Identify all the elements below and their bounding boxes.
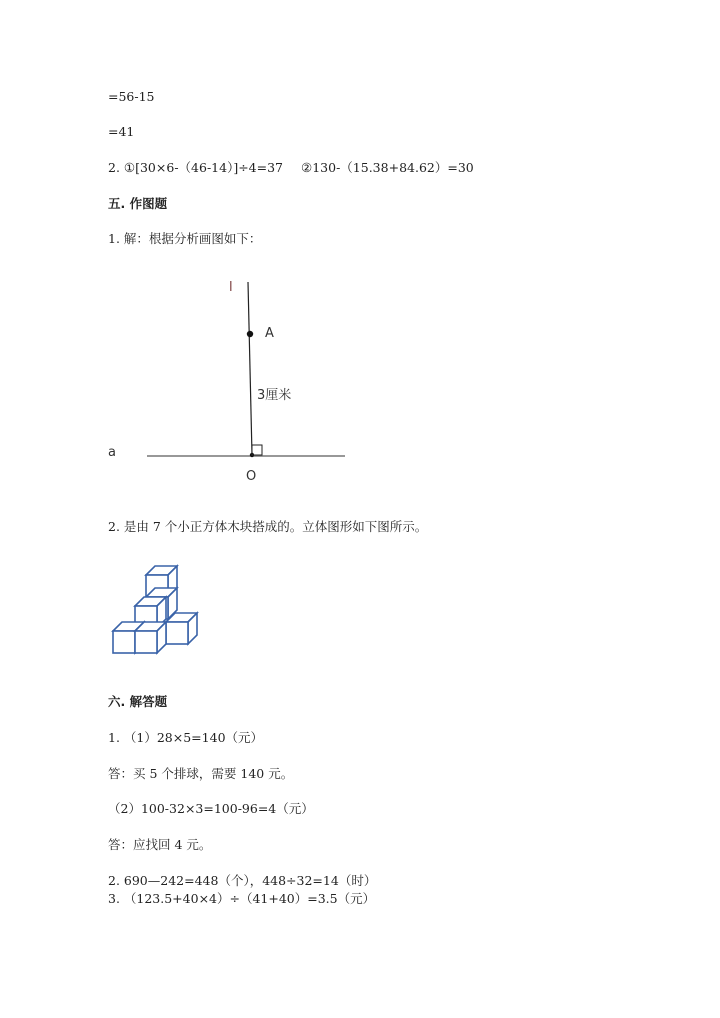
label-l: l <box>229 280 233 295</box>
cube-6 <box>135 622 166 653</box>
section-heading-6: 六. 解答题 <box>108 694 168 709</box>
section-heading-5: 五. 作图题 <box>108 196 168 211</box>
expr-1: 2. ①[30×6-（46-14）]÷4=37 <box>108 160 284 175</box>
label-O: O <box>246 469 257 484</box>
label-a: a <box>108 445 116 460</box>
cube-3 <box>166 613 197 644</box>
answer-6-2: 2. 690—242=448（个），448÷32=14（时） <box>108 873 377 888</box>
calc-line-2: =41 <box>108 124 135 139</box>
label-distance: 3厘米 <box>257 388 292 403</box>
answer-6-1-2: 答：买 5 个排球，需要 140 元。 <box>108 766 294 781</box>
answer-5-1: 1. 解：根据分析画图如下： <box>108 231 262 246</box>
label-A: A <box>265 326 274 341</box>
answer-6-3: 3. （123.5+40×4）÷（41+40）=3.5（元） <box>108 891 376 906</box>
calc-line-1: =56-15 <box>108 89 155 104</box>
answer-6-1-3: （2）100-32×3=100-96=4（元） <box>108 801 314 816</box>
answer-5-2: 2. 是由 7 个小正方体木块搭成的。立体图形如下图所示。 <box>108 519 428 534</box>
answer-6-1-1: 1. （1）28×5=140（元） <box>108 730 264 745</box>
expr-2: ②130-（15.38+84.62）=30 <box>301 160 474 175</box>
answer-6-1-4: 答：应找回 4 元。 <box>108 837 212 852</box>
